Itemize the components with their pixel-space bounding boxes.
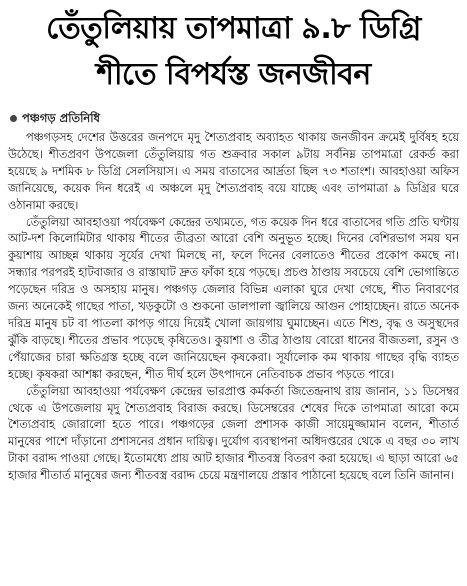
headline-line-1: তেঁতুলিয়ায় তাপমাত্রা ৯.৮ ডিগ্রি <box>46 11 421 46</box>
byline <box>10 110 467 126</box>
paragraph-2: তেঁতুলিয়া আবহাওয়া পর্যবেক্ষণ কেন্দ্রের তথ্যমতে, গত কয়েক দিন ধরে বাতাসের গতি প্রতি ঘণ্টায় আট-দশ কিলোমিটার থাকায় শীতের তীব্রতা আরো বেশি অনুভূত হচ্ছে। দিনের বেশিরভাগ সময় ঘন কুয়াশায় আচ্ছন্ন থাকায় সূর্যের দেখা মিলছে না, ফলে দিনের বেলাতেও শীতের প্রকোপ কমছে না। সন্ধ্যার পরপরই হাটবাজার ও রাস্তাঘাট দ্রুত ফাঁকা হয়ে পড়ছে। প্রচণ্ড ঠাণ্ডায় সবচেয়ে বেশি ভোগান্তিতে পড়েছেন দরিদ্র ও অসহায় মানুষ। পঞ্চগড় জেলার বিভিন্ন এলাকা ঘুরে দেখা গেছে, শীত নিবারণের জন্য অনেকেই গাছের পাতা, খড়কুটো ও শুকনো ডালপালা জ্বালিয়ে আগুন পোহাচ্ছেন। রাতে অনেক দরিদ্র মানুষ চট বা পাতলা কাপড় গায়ে দিয়েই খোলা জায়গায় ঘুমাচ্ছেন। এতে শিশু, বৃদ্ধ ও অসুস্থদের ঝুঁকি বাড়ছে। শীতের প্রভাব পড়েছে কৃষিতেও। কুয়াশা ও তীব্র ঠাণ্ডায় বোরো ধানের বীজতলা, রসুন ও পেঁয়াজের চারা ক্ষতিগ্রস্ত হচ্ছে বলে জানিয়েছেন কৃষকেরা। সূর্যালোক কম থাকায় গাছের বৃদ্ধি ব্যাহত হচ্ছে। কৃষকরা আশঙ্কা করছেন, শীত দীর্ঘ হলে উৎপাদনে নেতিবাচক প্রভাব পড়তে পারে। <box>8 215 459 381</box>
article-body <box>0 130 467 485</box>
byline-text: পঞ্চগড় প্রতিনিধি <box>22 111 100 125</box>
bullet-icon <box>10 115 17 122</box>
paragraph-3: তেঁতুলিয়া আবহাওয়া পর্যবেক্ষণ কেন্দ্রের ভারপ্রাপ্ত কর্মকর্তা জিতেন্দ্রনাথ রায় জানান, ১১ ডিসেম্বর থেকে এ উপজেলায় মৃদু শৈত্যপ্রবাহ বিরাজ করছে। ডিসেম্বরের শেষের দিকে তাপমাত্রা আরো কমে শৈত্যপ্রবাহ জোরালো হতে পারে। পঞ্চগড়ের জেলা প্রশাসক কাজী সায়েমুজ্জামান বলেন, শীতার্ত মানুষের পাশে দাঁড়ানো প্রশাসনের প্রধান দায়িত্ব। দুর্যোগ ব্যবস্থাপনা অধিদপ্তরের থেকে এ বছর ৩০ লাখ টাকা বরাদ্দ পাওয়া গেছে। ইতোমধ্যে প্রায় আট হাজার শীতবস্ত্র বিতরণ করা হয়েছে। এ ছাড়া আরো ৬৫ হাজার শীতার্ত মানুষের জন্য শীতবস্ত্র বরাদ্দ চেয়ে মন্ত্রণালয়ে প্রস্তাব পাঠানো হয়েছে বলে তিনি জানান। <box>8 384 459 483</box>
headline <box>0 0 467 98</box>
headline-line-2: শীতে বিপর্যস্ত জনজীবন <box>96 57 371 92</box>
paragraph-1: পঞ্চগড়সহ দেশের উত্তরের জনপদে মৃদু শৈত্যপ্রবাহ অব্যাহত থাকায় জনজীবন ক্রমেই দুর্বিষহ হয়ে উঠেছে। শীতপ্রবণ উপজেলা তেঁতুলিয়ায় গত শুক্রবার সকাল ৯টায় সর্বনিম্ন তাপমাত্রা রেকর্ড করা হয়েছে ৯ দশমিক ৮ ডিগ্রি সেলসিয়াস। এ সময় বাতাসের আর্দ্রতা ছিল ৭৩ শতাংশ। আবহাওয়া অফিস জানিয়েছে, কয়েক দিন ধরেই এ অঞ্চলে মৃদু শৈত্যপ্রবাহ বয়ে যাচ্ছে এবং তাপমাত্রা ৯ ডিগ্রির ঘরে ওঠানামা করছে। <box>8 131 459 212</box>
